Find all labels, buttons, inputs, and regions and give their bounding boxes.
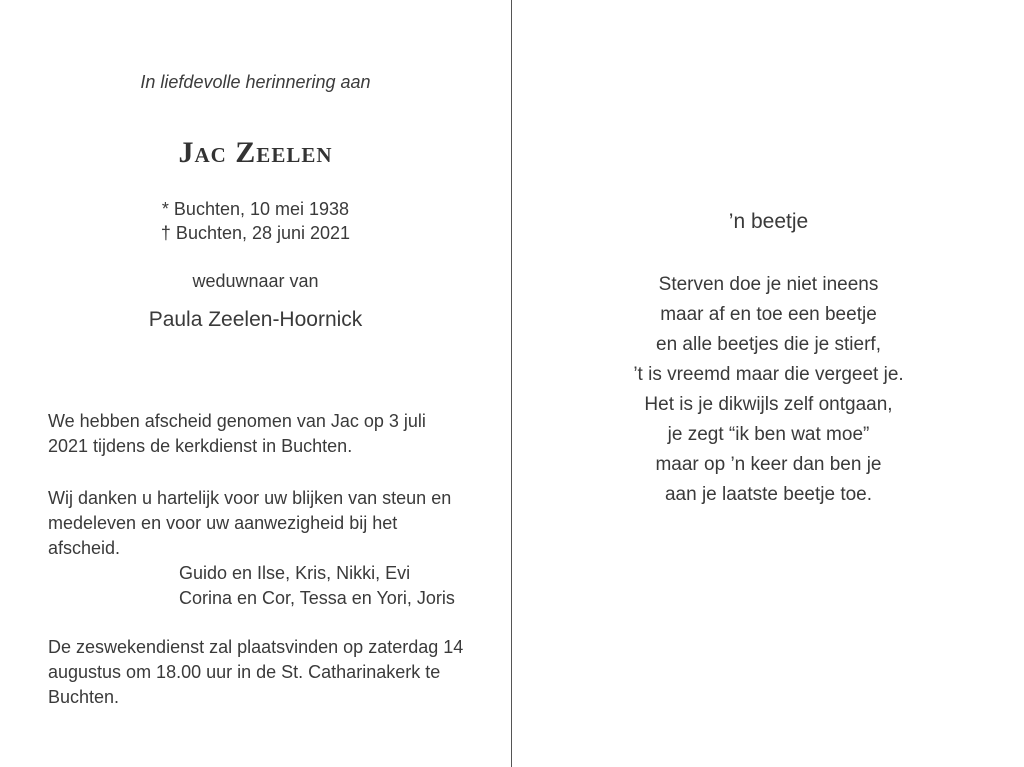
widower-label: weduwnaar van xyxy=(192,271,319,291)
deceased-name: Jac Zeelen xyxy=(178,136,333,169)
right-page xyxy=(513,0,1024,767)
poem-line: je zegt “ik ben wat moe” xyxy=(667,424,870,445)
death-line: † Buchten, 28 juni 2021 xyxy=(160,223,351,243)
poem-title: ’n beetje xyxy=(728,210,809,233)
birth-line: * Buchten, 10 mei 1938 xyxy=(161,199,350,219)
thanks-paragraph: Wij danken u hartelijk voor uw blijken van steun en medeleven en voor uw aanwezigheid bij het afscheid. xyxy=(48,488,452,558)
poem-line: Sterven doe je niet ineens xyxy=(658,274,879,295)
poem-line: maar op ’n keer dan ben je xyxy=(655,454,882,475)
poem-line: ’t is vreemd maar die vergeet je. xyxy=(633,364,904,385)
poem-line: Het is je dikwijls zelf ontgaan, xyxy=(644,394,893,415)
spouse-name: Paula Zeelen-Hoornick xyxy=(148,308,363,331)
poem-line: en alle beetjes die je stierf, xyxy=(656,334,881,355)
left-page xyxy=(0,0,511,767)
fold-divider xyxy=(511,0,512,767)
signers-line: Corina en Cor, Tessa en Yori, Joris xyxy=(179,588,455,608)
service-paragraph: De zeswekendienst zal plaatsvinden op zaterdag 14 augustus om 18.00 uur in de St. Catharinakerk te Buchten. xyxy=(48,637,464,707)
poem-line: aan je laatste beetje toe. xyxy=(664,484,873,505)
poem xyxy=(513,270,1024,510)
farewell-paragraph: We hebben afscheid genomen van Jac op 3 juli 2021 tijdens de kerkdienst in Buchten. xyxy=(48,411,426,456)
poem-line: maar af en toe een beetje xyxy=(660,304,877,325)
signers-line: Guido en Ilse, Kris, Nikki, Evi xyxy=(179,563,411,583)
intro-text: In liefdevolle herinnering aan xyxy=(140,72,371,92)
